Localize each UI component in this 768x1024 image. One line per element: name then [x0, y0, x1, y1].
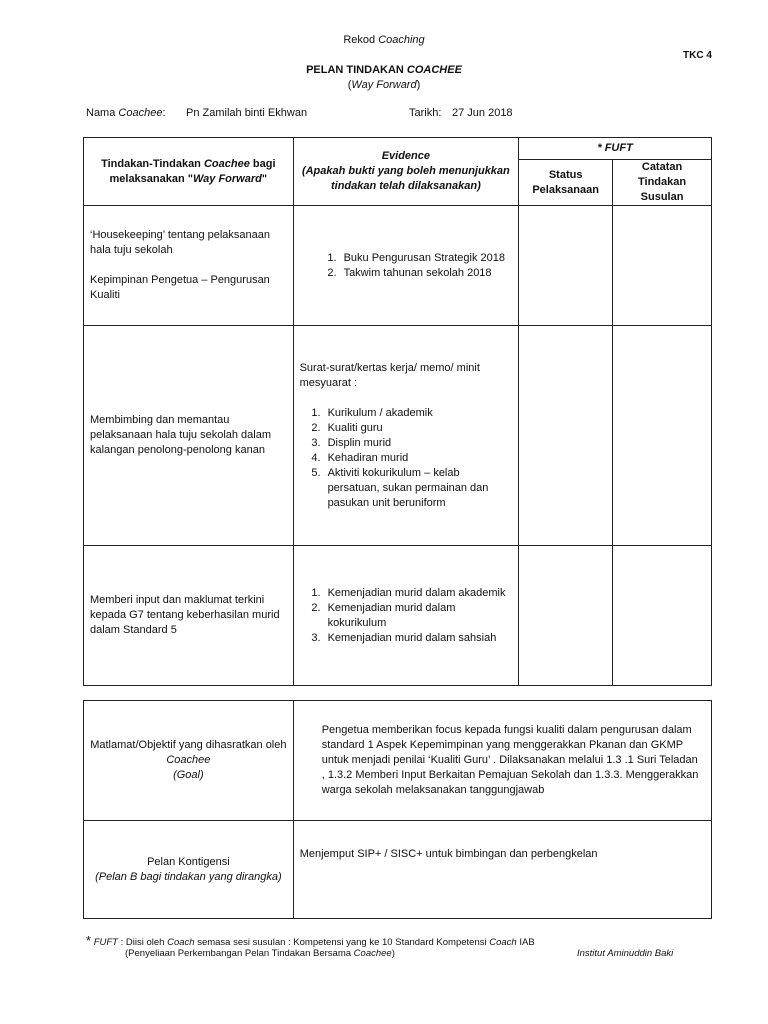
status-cell	[519, 546, 613, 686]
header-fuft: * FUFT	[519, 138, 712, 160]
action-table	[83, 137, 712, 686]
contingency-row	[84, 821, 712, 919]
list-item: 1. Kurikulum / akademik	[324, 406, 513, 421]
list-item: 2. Kemenjadian murid dalam kokurikulum	[324, 601, 513, 631]
status-cell	[519, 206, 613, 326]
action-cell: ‘Housekeeping’ tentang pelaksanaan hala tuju sekolah Kepimpinan Pengetua – Pengurusan Kualiti	[84, 206, 294, 326]
goal-text: Pengetua memberikan focus kepada fungsi kualiti dalam pengurusan dalam standard 1 Aspek Kepemimpinan yang menggerakkan Pkanan dan GKMP untuk menjadi penilai ‘Kualiti Guru’ . Dilaksanakan melalui 1.3 .1 Suri Teladan , 1.3.2 Memberi Input Berkaitan Pemajuan Sekolah dan 1.3.3. Menggerakkan warga sekolah melaksanakan tanggungjawab	[293, 701, 711, 821]
header-actions: Tindakan-Tindakan Coachee bagi melaksanakan "Way Forward"	[84, 138, 294, 206]
evidence-cell	[293, 206, 519, 326]
list-item: 3. Kemenjadian murid dalam sahsiah	[324, 631, 513, 646]
list-item: 2. Kualiti guru	[324, 421, 513, 436]
coachee-name-label: Nama Coachee:	[86, 107, 166, 119]
table-row	[84, 326, 712, 546]
date-value: 27 Jun 2018	[452, 107, 513, 119]
action-cell: Membimbing dan memantau pelaksanaan hala tuju sekolah dalam kalangan penolong-penolong kanan	[84, 326, 294, 546]
record-title: Rekod Coaching	[343, 34, 425, 46]
catatan-cell	[613, 326, 712, 546]
contingency-text: Menjemput SIP+ / SISC+ untuk bimbingan dan perbengkelan	[293, 821, 711, 919]
coachee-name-value: Pn Zamilah binti Ekhwan	[186, 107, 308, 119]
contingency-label: Pelan Kontigensi (Pelan B bagi tindakan yang dirangka)	[84, 821, 294, 919]
institute-name: Institut Aminuddin Baki	[577, 948, 674, 959]
table-row	[84, 206, 712, 326]
list-item: 3. Displin murid	[324, 436, 513, 451]
goal-table	[83, 700, 712, 919]
action-cell: Memberi input dan maklumat terkini kepada G7 tentang keberhasilan murid dalam Standard 5	[84, 546, 294, 686]
plan-subtitle: (Way Forward)	[347, 79, 421, 91]
date-label: Tarikh:	[409, 107, 442, 119]
header-evidence: Evidence (Apakah bukti yang boleh menunjukkan tindakan telah dilaksanakan)	[293, 138, 519, 206]
header-status: Status Pelaksanaan	[519, 160, 613, 206]
table-row	[84, 546, 712, 686]
list-item: 1. Kemenjadian murid dalam akademik	[324, 586, 513, 601]
goal-row	[84, 701, 712, 821]
list-item: 2. Takwim tahunan sekolah 2018	[340, 266, 513, 281]
header-catatan: Catatan Tindakan Susulan	[613, 160, 712, 206]
fuft-note-line2: (Penyeliaan Perkembangan Pelan Tindakan Bersama Coachee)	[125, 948, 395, 959]
list-item: 5. Aktiviti kokurikulum – kelab persatuan, sukan permainan dan pasukan unit beruniform	[324, 466, 513, 511]
evidence-cell	[293, 546, 519, 686]
status-cell	[519, 326, 613, 546]
form-code: TKC 4	[683, 50, 712, 61]
list-item: 1. Buku Pengurusan Strategik 2018	[340, 251, 513, 266]
fuft-note: * FUFT : Diisi oleh Coach semasa sesi susulan : Kompetensi yang ke 10 Standard Kompetensi Coach IAB	[86, 933, 535, 948]
catatan-cell	[613, 546, 712, 686]
catatan-cell	[613, 206, 712, 326]
goal-label: Matlamat/Objektif yang dihasratkan oleh Coachee (Goal)	[84, 701, 294, 821]
plan-title: PELAN TINDAKAN COACHEE	[306, 64, 462, 76]
evidence-cell: Surat-surat/kertas kerja/ memo/ minit mesyuarat : 1. Kurikulum / akademik 2. Kualiti guru 3. Displin murid 4. Kehadiran murid 5. Aktiviti kokurikulum – kelab persatuan, sukan permainan dan pasukan unit beruniform	[293, 326, 519, 546]
list-item: 4. Kehadiran murid	[324, 451, 513, 466]
